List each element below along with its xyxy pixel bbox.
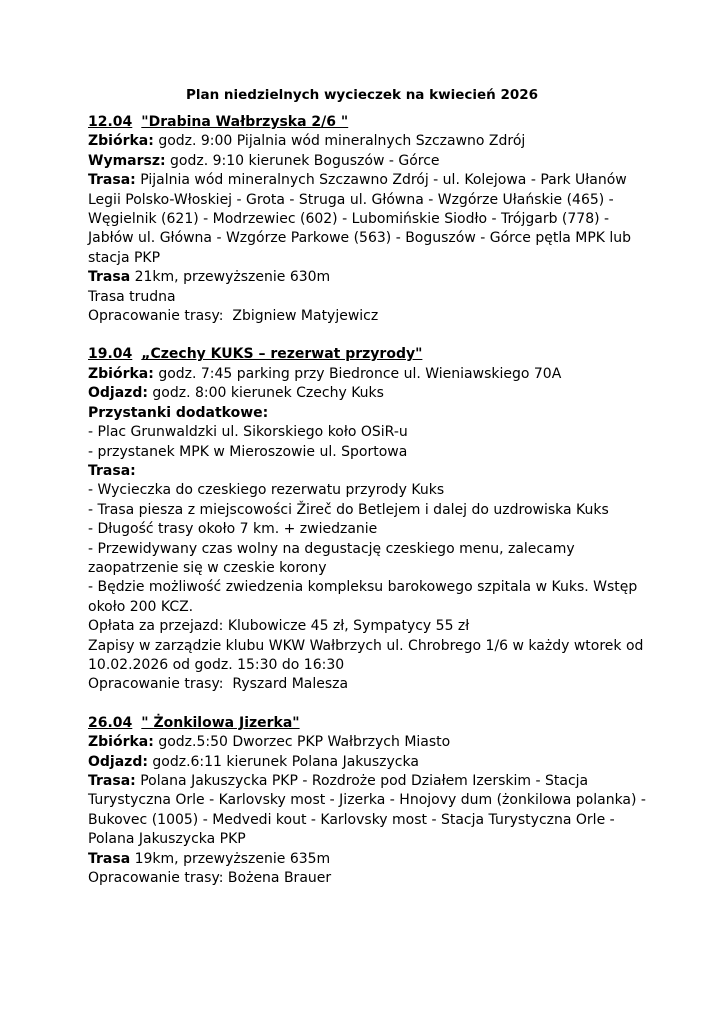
route-value: Polana Jakuszycka PKP - Rozdroże pod Działem Izerskim - Stacja Turystyczna Orle - Karlovsky most - Jizerka - Hnojovy dum (żonkilowa polanka) - Bukovec (1005) - Medvedi kout - Karlovsky most - Stacja Turystyczna Orle - Polana Jakuszycka PKP (88, 773, 646, 848)
departure-label: Wymarsz: (88, 152, 166, 169)
route-item: - Będzie możliwość zwiedzenia kompleksu barokowego szpitala w Kuks. Wstęp około 200 KCZ. (88, 579, 638, 615)
distance-label: Trasa (88, 269, 131, 286)
signup-line: Zapisy w zarządzie klubu WKW Wałbrzych ul. Chrobrego 1/6 w każdy wtorek od 10.02.2026 od godz. 15:30 do 16:30 (88, 637, 644, 673)
gathering-label: Zbiórka: (88, 133, 154, 150)
trip-date: 19.04 (88, 346, 133, 363)
distance-value: 21km, przewyższenie 630m (134, 269, 331, 286)
distance-label: Trasa (88, 850, 131, 867)
departure-line (88, 753, 648, 772)
difficulty-line: Trasa trudna (88, 288, 176, 305)
fee-line: Opłata za przejazd: Klubowicze 45 zł, Sympatycy 55 zł (88, 618, 470, 635)
gathering-line (88, 365, 648, 384)
gathering-line (88, 132, 648, 151)
trip-heading (88, 345, 648, 364)
stops-label: Przystanki dodatkowe: (88, 404, 269, 421)
departure-line (88, 152, 648, 171)
document-title: Plan niedzielnych wycieczek na kwiecień 2026 (185, 87, 539, 103)
stop-item: - Plac Grunwaldzki ul. Sikorskiego koło OSiR-u (88, 424, 408, 441)
route-label: Trasa: (88, 462, 136, 479)
route-line (88, 171, 648, 268)
author-line (88, 307, 648, 326)
trip-name: „Czechy KUKS – rezerwat przyrody" (141, 346, 423, 363)
trip-date: 12.04 (88, 114, 133, 130)
gathering-label: Zbiórka: (88, 734, 154, 751)
distance-value: 19km, przewyższenie 635m (134, 850, 331, 867)
gathering-line (88, 733, 648, 752)
distance-line (88, 850, 648, 869)
route-item: - Trasa piesza z miejscowości Žireč do Betlejem i dalej do uzdrowiska Kuks (88, 501, 609, 518)
departure-value: godz. 8:00 kierunek Czechy Kuks (152, 385, 384, 402)
route-label: Trasa: (88, 773, 136, 789)
departure-label: Odjazd: (88, 753, 148, 770)
trip-czechy-kuks (88, 345, 648, 694)
departure-value: godz.6:11 kierunek Polana Jakuszycka (152, 753, 419, 770)
author-line (88, 675, 648, 694)
trip-name: "Drabina Wałbrzyska 2/6 " (141, 114, 349, 130)
author-label: Opracowanie trasy: (88, 308, 224, 325)
gathering-label: Zbiórka: (88, 365, 154, 382)
departure-value: godz. 9:10 kierunek Boguszów - Górce (170, 152, 440, 169)
route-label: Trasa: (88, 172, 136, 189)
departure-line (88, 384, 648, 403)
author-line (88, 869, 648, 888)
route-line (88, 772, 648, 850)
trip-heading (88, 113, 648, 132)
distance-line (88, 268, 648, 287)
gathering-value: godz.5:50 Dworzec PKP Wałbrzych Miasto (158, 734, 451, 751)
trip-date: 26.04 (88, 714, 133, 731)
departure-label: Odjazd: (88, 385, 148, 402)
trip-name: " Żonkilowa Jizerka" (141, 714, 300, 731)
route-value: Pijalnia wód mineralnych Szczawno Zdrój - ul. Kolejowa - Park Ułanów Legii Polsko-Włoskiej - Grota - Struga ul. Główna - Wzgórze Ułańskie (465) - Węgielnik (621) - Modrzewiec (602) - Lubomińskie Siodło - Trójgarb (778) - Jabłów ul. Główna - Wzgórze Parkowe (563) - Boguszów - Górce pętla MPK lub stacja PKP (88, 172, 632, 266)
trip-drabina-walbrzyska (88, 113, 648, 326)
trip-zonkilowa-jizerka (88, 714, 648, 889)
stop-item: - przystanek MPK w Mieroszowie ul. Sportowa (88, 443, 408, 460)
trip-heading (88, 714, 648, 733)
author-value: Bożena Brauer (227, 870, 332, 887)
route-item: - Przewidywany czas wolny na degustację czeskiego menu, zalecamy zaopatrzenie się w czeskie korony (88, 540, 575, 576)
author-value: Zbigniew Matyjewicz (232, 308, 379, 325)
author-label: Opracowanie trasy: (88, 676, 224, 693)
gathering-value: godz. 7:45 parking przy Biedronce ul. Wieniawskiego 70A (158, 365, 562, 382)
document-content (88, 113, 648, 907)
route-item: - Wycieczka do czeskiego rezerwatu przyrody Kuks (88, 482, 445, 499)
route-item: - Długość trasy około 7 km. + zwiedzanie (88, 521, 378, 538)
author-value: Ryszard Malesza (232, 676, 349, 693)
gathering-value: godz. 9:00 Pijalnia wód mineralnych Szczawno Zdrój (158, 133, 526, 150)
author-label: Opracowanie trasy: (88, 870, 224, 887)
